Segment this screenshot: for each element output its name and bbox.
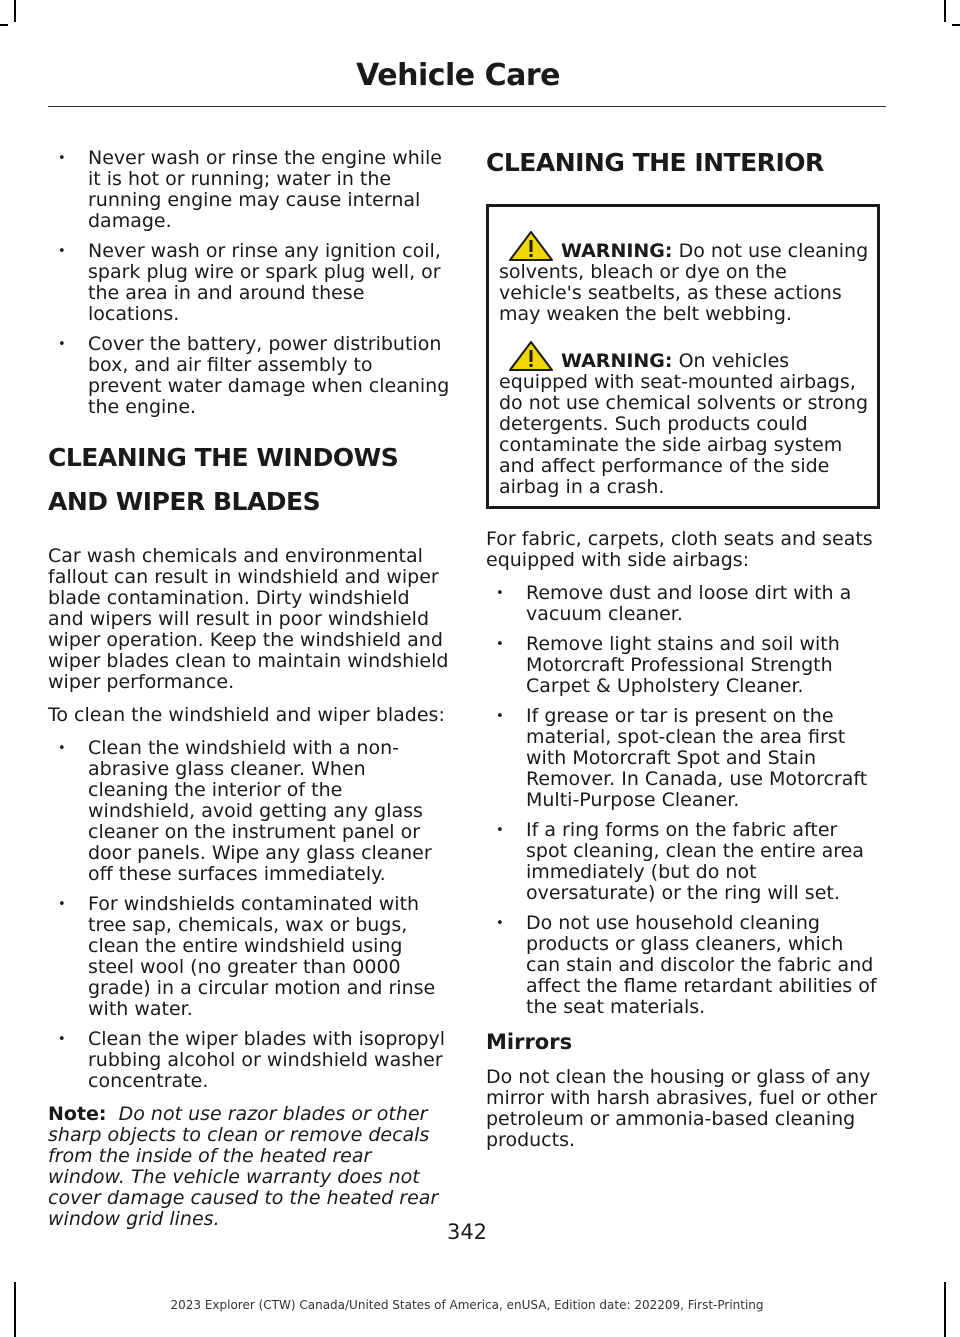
windows-bullet-list [48,738,450,1092]
list-item: • Clean the wiper blades with isopropyl rubbing alcohol or windshield washer concentrate. [48,1029,450,1092]
note [48,1104,450,1230]
warning-text: On vehicles equipped with seat-mounted airbags, do not use chemical solvents or strong detergents. Such products could contaminate the side airbag system and affect performance of the side airbag in a crash. [499,350,869,498]
warning-item [499,231,869,325]
list-item: • Do not use household cleaning products or glass cleaners, which can stain and discolor the fabric and affect the flame retardant abilities of the seat materials. [486,913,880,1018]
list-item: • Never wash or rinse the engine while it is hot or running; water in the running engine may cause internal damage. [48,148,450,232]
crop-mark [0,24,8,26]
crop-mark [944,0,946,22]
subheading-mirrors: Mirrors [486,1030,573,1054]
list-item: • For windshields contaminated with tree sap, chemicals, wax or bugs, clean the entire windshield using steel wool (no greater than 0000 grade) in a circular motion and rinse with water. [48,894,450,1020]
footer-edition: 2023 Explorer (CTW) Canada/United States of America, enUSA, Edition date: 202209, First-Printing [170,1298,764,1312]
crop-mark [14,0,16,22]
section-heading-windows: CLEANING THE WINDOWS AND WIPER BLADES [48,443,399,516]
list-item: • Cover the battery, power distribution box, and air filter assembly to prevent water damage when cleaning the engine. [48,334,450,418]
warning-item [499,341,869,498]
warning-triangle-icon [509,231,553,261]
windows-lead: To clean the windshield and wiper blades: [48,704,445,726]
list-item: • If grease or tar is present on the material, spot-clean the area first with Motorcraft Spot and Stain Remover. In Canada, use Motorcraft Multi-Purpose Cleaner. [486,706,880,811]
crop-mark [944,1282,946,1337]
warning-box [486,204,880,509]
note-text: Do not use razor blades or other sharp objects to clean or remove decals from the inside of the heated rear window. The vehicle warranty does not cover damage caused to the heated rear window grid lines. [48,1103,439,1230]
left-column [48,148,450,1242]
interior-lead: For fabric, carpets, cloth seats and seats equipped with side airbags: [486,528,873,571]
section-heading-interior: CLEANING THE INTERIOR [486,148,824,177]
header-divider [48,106,886,107]
warning-label: WARNING: [561,350,673,372]
warning-triangle-icon [509,341,553,371]
warning-text: Do not use cleaning solvents, bleach or dye on the vehicle's seatbelts, as these actions may weaken the belt webbing. [499,240,869,325]
crop-mark [952,24,960,26]
engine-bullet-list [48,148,450,418]
mirrors-text: Do not clean the housing or glass of any mirror with harsh abrasives, fuel or other petroleum or ammonia-based cleaning products. [486,1066,878,1151]
list-item: • Never wash or rinse any ignition coil, spark plug wire or spark plug well, or the area in and around these locations. [48,241,450,325]
list-item: • Remove light stains and soil with Motorcraft Professional Strength Carpet & Upholstery Cleaner. [486,634,880,697]
right-column [486,148,880,1163]
warning-label: WARNING: [561,240,673,262]
note-label: Note: [48,1103,107,1125]
page-title: Vehicle Care [356,58,560,93]
interior-bullet-list [486,583,880,1018]
list-item: • If a ring forms on the fabric after spot cleaning, clean the entire area immediately (but do not oversaturate) or the ring will set. [486,820,880,904]
list-item: • Clean the windshield with a non-abrasive glass cleaner. When cleaning the interior of the windshield, avoid getting any glass cleaner on the instrument panel or door panels. Wipe any glass cleaner off these surfaces immediately. [48,738,450,885]
list-item: • Remove dust and loose dirt with a vacuum cleaner. [486,583,880,625]
windows-intro: Car wash chemicals and environmental fallout can result in windshield and wiper blade contamination. Dirty windshield and wipers will result in poor windshield wiper operation. Keep the windshield and wiper blades clean to maintain windshield wiper performance. [48,545,449,693]
page-number: 342 [446,1220,488,1244]
